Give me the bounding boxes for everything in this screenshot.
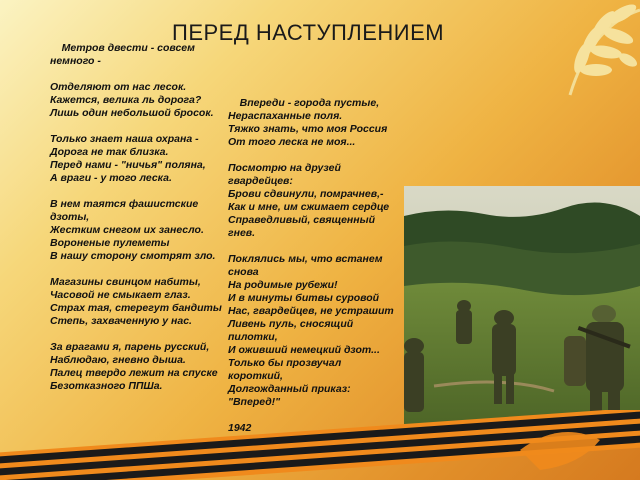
soldiers-photo xyxy=(404,186,640,428)
poem-column-right: Впереди - города пустые, Нераспаханные поля. Тяжко знать, что моя Россия От того леска не моя... Посмотрю на друзей гвардейцев: Брови сдвинули, помрачнев,- Как и мне, им сжимает сердце Справедливый, священный гнев. Поклялись мы, что встанем снова На родимые рубежи! И в минуты битвы суровой Нас, гвардейцев, не устрашит Ливень пуль, сносящий пилотки, И оживший немецкий дзот... Только бы прозвучал короткий, Долгожданный приказ: "Вперед!" 1942 xyxy=(228,97,394,434)
poem-column-left: Метров двести - совсем немного - Отделяют от нас лесок. Кажется, велика ль дорога? Лишь один небольшой бросок. Только знает наша охрана - Дорога не так близка. Перед нами - "ничья" поляна, А враги - у того леска. В нем таятся фашистские дзоты, Жестким снегом их занесло. Вороненые пулеметы В нашу сторону смотрят зло. Магазины свинцом набиты, Часовой не смыкает глаз. Страх тая, стерегут бандиты Степь, захваченную у нас. За врагами я, парень русский, Наблюдаю, гневно дыша. Палец твердо лежит на спуске Безотказного ППШа. xyxy=(50,42,222,392)
st-george-ribbon xyxy=(0,410,640,480)
laurel-branch-icon xyxy=(500,0,640,120)
page-title: ПЕРЕД НАСТУПЛЕНИЕМ xyxy=(172,20,445,45)
